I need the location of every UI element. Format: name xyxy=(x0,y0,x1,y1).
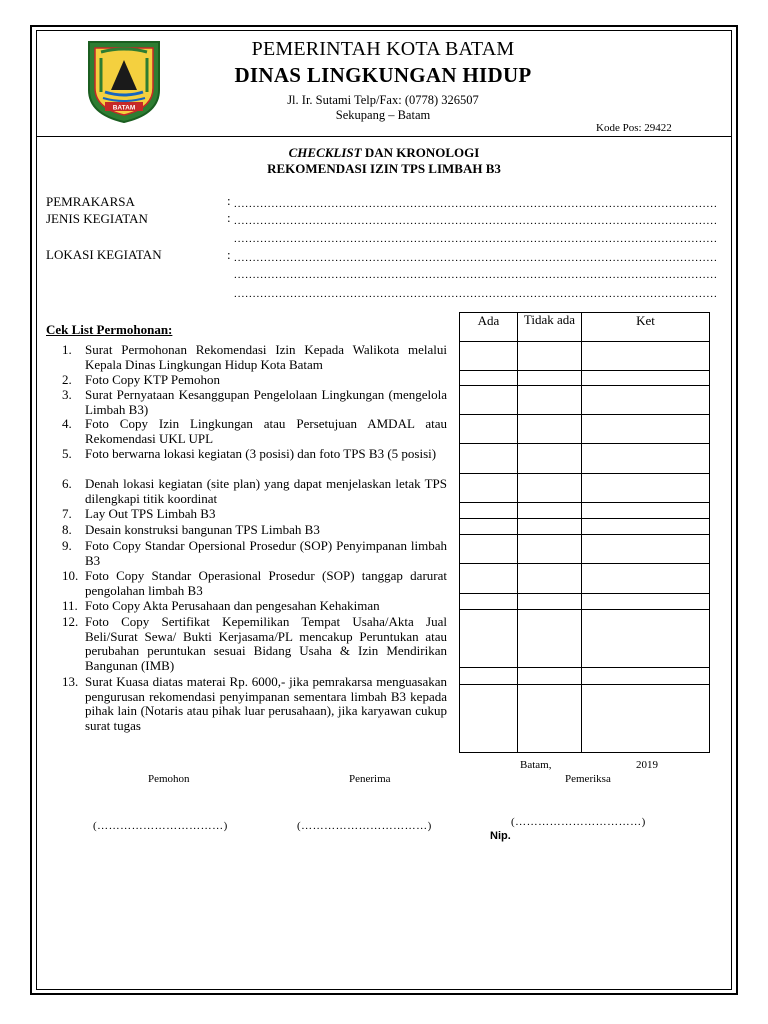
item-text: Surat Pernyataan Kesanggupan Pengelolaan Lingkungan (mengelola Limbah B3) xyxy=(85,387,447,417)
cell-tidak-ada[interactable] xyxy=(518,474,582,503)
table-row xyxy=(460,503,710,519)
item-text: Foto Copy Sertifikat Kepemilikan Tempat Usaha/Akta Jual Beli/Surat Sewa/ Bukti Kerjasama/PL mencakup Peruntukan atau perubahan peruntukan sesuai Bidang Usaha & Izin Mendirikan Bangunan (IMB) xyxy=(85,614,447,673)
item-text: Foto Copy Izin Lingkungan atau Persetujuan AMDAL atau Rekomendasi UKL UPL xyxy=(85,416,447,446)
cell-tidak-ada[interactable] xyxy=(518,668,582,685)
table-row xyxy=(460,610,710,668)
item-text: Foto berwarna lokasi kegiatan (3 posisi) dan foto TPS B3 (5 posisi) xyxy=(85,446,437,461)
cell-ada[interactable] xyxy=(460,342,518,371)
table-row xyxy=(460,415,710,444)
cell-ada[interactable] xyxy=(460,519,518,535)
col-header-ket: Ket xyxy=(582,313,710,342)
header-agency: DINAS LINGKUNGAN HIDUP xyxy=(234,63,532,87)
document-title-line1 xyxy=(36,145,732,161)
field-label-lokasi-kegiatan: LOKASI KEGIATAN xyxy=(46,247,162,262)
table-row xyxy=(460,564,710,594)
logo-text: BATAM xyxy=(112,104,136,112)
item-number: 7. xyxy=(62,506,72,521)
sign-label-pemeriksa: Pemeriksa xyxy=(565,773,611,785)
col-header-tidak-ada: Tidak ada xyxy=(518,313,582,342)
table-row xyxy=(460,371,710,386)
cell-ket[interactable] xyxy=(582,685,710,753)
document-title-line2: REKOMENDASI IZIN TPS LIMBAH B3 xyxy=(267,161,501,176)
item-number: 4. xyxy=(62,416,72,431)
cell-ket[interactable] xyxy=(582,444,710,474)
field-fill-lokasi-kegiatan[interactable] xyxy=(234,252,716,264)
checklist-table xyxy=(459,312,710,753)
sign-place: Batam, xyxy=(520,759,552,771)
field-sep: : xyxy=(227,193,231,208)
field-label-jenis-kegiatan: JENIS KEGIATAN xyxy=(46,211,148,226)
item-text: Lay Out TPS Limbah B3 xyxy=(85,506,216,521)
cell-tidak-ada[interactable] xyxy=(518,610,582,668)
field-fill-lokasi-kegiatan-3[interactable] xyxy=(234,288,716,300)
cell-tidak-ada[interactable] xyxy=(518,594,582,610)
header-divider xyxy=(36,136,732,137)
signature-line-pemohon[interactable]: (……………………………) xyxy=(93,820,228,832)
item-text: Desain konstruksi bangunan TPS Limbah B3 xyxy=(85,522,320,537)
cell-ket[interactable] xyxy=(582,415,710,444)
signature-line-penerima[interactable]: (……………………………) xyxy=(297,820,432,832)
cell-ket[interactable] xyxy=(582,610,710,668)
item-text: Foto Copy Akta Perusahaan dan pengesahan Kehakiman xyxy=(85,598,380,613)
sign-year: 2019 xyxy=(636,759,658,771)
nip-label: Nip. xyxy=(490,830,511,842)
item-text: Surat Kuasa diatas materai Rp. 6000,- jika pemrakarsa menguasakan pengurusan rekomendasi penyimpanan sementara limbah B3 kepada pihak lain (Notaris atau pihak luar perusahaan), jika karyawan cukup surat tugas xyxy=(85,674,447,733)
sign-label-penerima: Penerima xyxy=(349,773,391,785)
field-fill-lokasi-kegiatan-2[interactable] xyxy=(234,269,716,281)
item-text: Foto Copy Standar Operasional Prosedur (SOP) tanggap darurat pengolahan limbah B3 xyxy=(85,568,447,598)
table-header-row xyxy=(460,313,710,342)
item-number: 3. xyxy=(62,387,72,402)
cell-tidak-ada[interactable] xyxy=(518,371,582,386)
table-row xyxy=(460,685,710,753)
item-number: 6. xyxy=(62,476,72,491)
cell-ket[interactable] xyxy=(582,342,710,371)
cell-ket[interactable] xyxy=(582,594,710,610)
cell-tidak-ada[interactable] xyxy=(518,386,582,415)
table-row xyxy=(460,386,710,415)
item-number: 9. xyxy=(62,538,72,553)
col-header-ada: Ada xyxy=(460,313,518,342)
header-government: PEMERINTAH KOTA BATAM xyxy=(251,38,515,60)
table-row xyxy=(460,519,710,535)
cell-ket[interactable] xyxy=(582,564,710,594)
cell-ada[interactable] xyxy=(460,503,518,519)
cell-tidak-ada[interactable] xyxy=(518,564,582,594)
batam-city-emblem-logo xyxy=(87,40,161,124)
field-sep: : xyxy=(227,247,231,262)
field-fill-pemrakarsa[interactable] xyxy=(234,198,716,210)
item-number: 8. xyxy=(62,522,72,537)
field-fill-jenis-kegiatan-2[interactable] xyxy=(234,233,716,245)
cell-ada[interactable] xyxy=(460,668,518,685)
table-row xyxy=(460,668,710,685)
item-number: 5. xyxy=(62,446,72,461)
cell-ada[interactable] xyxy=(460,564,518,594)
item-number: 12. xyxy=(62,614,79,629)
cell-ada[interactable] xyxy=(460,594,518,610)
table-row xyxy=(460,594,710,610)
cell-ket[interactable] xyxy=(582,519,710,535)
cell-ada[interactable] xyxy=(460,685,518,753)
item-number: 10. xyxy=(62,568,79,583)
item-text: Surat Permohonan Rekomendasi Izin Kepada Walikota melalui Kepala Dinas Lingkungan Hidup Kota Batam xyxy=(85,342,447,372)
cell-ada[interactable] xyxy=(460,610,518,668)
item-number: 2. xyxy=(62,372,72,387)
header-address: Jl. Ir. Sutami Telp/Fax: (0778) 326507 xyxy=(287,93,479,107)
item-number: 11. xyxy=(62,598,78,613)
signature-line-pemeriksa[interactable]: (……………………………) xyxy=(511,816,646,828)
checklist-heading: Cek List Permohonan: xyxy=(46,322,173,337)
cell-ket[interactable] xyxy=(582,668,710,685)
item-text: Foto Copy KTP Pemohon xyxy=(85,372,220,387)
cell-tidak-ada[interactable] xyxy=(518,342,582,371)
item-number: 13. xyxy=(62,674,79,689)
field-sep: : xyxy=(227,210,231,225)
cell-ada[interactable] xyxy=(460,474,518,503)
item-text: Foto Copy Standar Opersional Prosedur (SOP) Penyimpanan limbah B3 xyxy=(85,538,447,568)
header-postal-code: Kode Pos: 29422 xyxy=(596,122,672,134)
cell-ket[interactable] xyxy=(582,503,710,519)
item-number: 1. xyxy=(62,342,72,357)
cell-ket[interactable] xyxy=(582,371,710,386)
cell-tidak-ada[interactable] xyxy=(518,415,582,444)
cell-tidak-ada[interactable] xyxy=(518,535,582,564)
cell-ada[interactable] xyxy=(460,535,518,564)
sign-label-pemohon: Pemohon xyxy=(148,773,190,785)
table-row xyxy=(460,474,710,503)
header-city: Sekupang – Batam xyxy=(335,108,431,122)
title-rest: DAN KRONOLOGI xyxy=(361,145,480,160)
cell-ada[interactable] xyxy=(460,444,518,474)
cell-tidak-ada[interactable] xyxy=(518,519,582,535)
cell-ada[interactable] xyxy=(460,371,518,386)
table-row xyxy=(460,535,710,564)
cell-ket[interactable] xyxy=(582,386,710,415)
cell-tidak-ada[interactable] xyxy=(518,685,582,753)
cell-tidak-ada[interactable] xyxy=(518,503,582,519)
table-row xyxy=(460,444,710,474)
cell-ada[interactable] xyxy=(460,415,518,444)
item-text: Denah lokasi kegiatan (site plan) yang dapat menjelaskan letak TPS dilengkapi titik koordinat xyxy=(85,476,447,506)
table-row xyxy=(460,342,710,371)
cell-tidak-ada[interactable] xyxy=(518,444,582,474)
cell-ada[interactable] xyxy=(460,386,518,415)
title-italic-word: CHECKLIST xyxy=(288,145,362,160)
field-fill-jenis-kegiatan[interactable] xyxy=(234,215,716,227)
field-label-pemrakarsa: PEMRAKARSA xyxy=(46,194,135,209)
cell-ket[interactable] xyxy=(582,535,710,564)
cell-ket[interactable] xyxy=(582,474,710,503)
